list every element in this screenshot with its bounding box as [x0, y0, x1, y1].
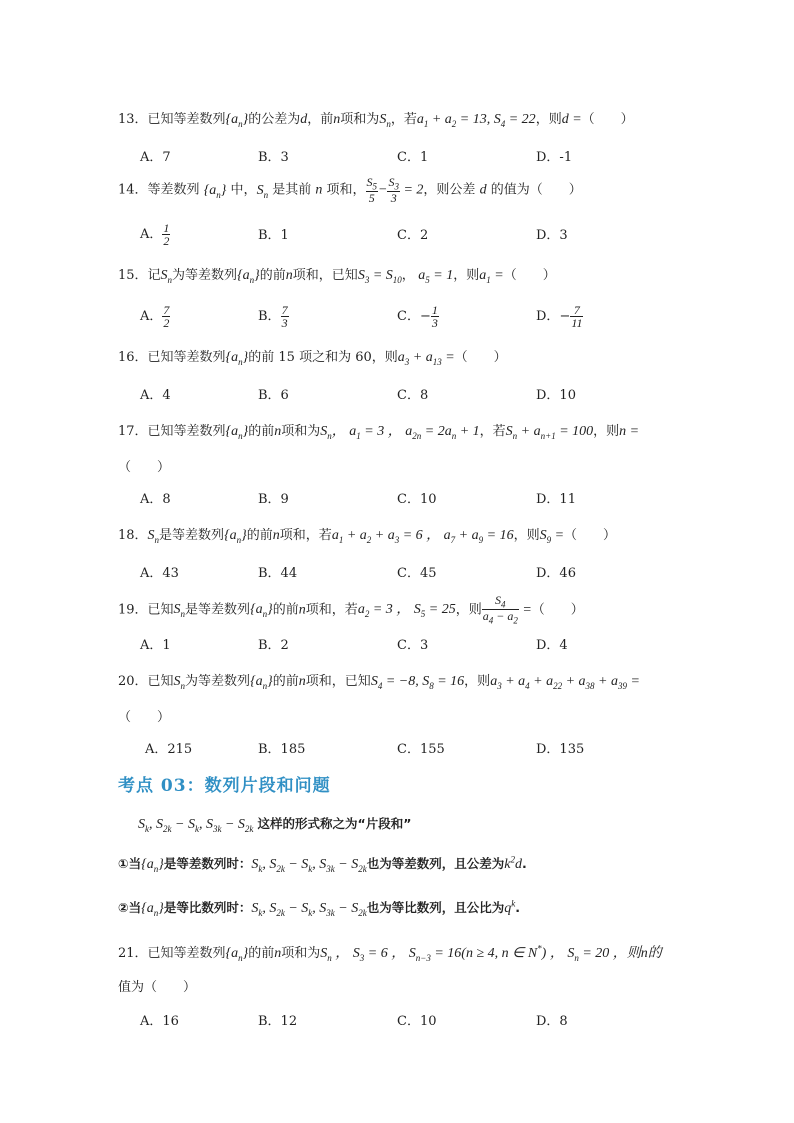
q18-text-4: 项和，若	[279, 528, 332, 543]
rule1-math: $S_k$, $S_{2k} - S_k$, $S_{3k} - S_{2k}$	[251, 857, 367, 874]
rule1-text-2: 是等差数列时：	[163, 856, 252, 871]
q14-a-num: 1	[163, 221, 170, 235]
q21-math-cond: $S_n$ ， $S_3 = 6$ ， $S_{n-3} = 16(n \ge 4$, n ∈ N*) ， $S_n = 20$ ，则n的	[320, 943, 662, 963]
q15-option-d	[536, 304, 583, 329]
q17-option-a: A．8	[140, 492, 171, 507]
q19-math-sn: $S_n$	[173, 602, 186, 620]
q15-option-a-label: A．	[140, 309, 163, 324]
q17-math-cond2: $S_n + a_{n+1} = 100$	[505, 424, 594, 441]
q17-math-ask: n =	[619, 424, 640, 439]
question-16-stem	[118, 346, 794, 367]
q16-math-ask: $a_3 + a_{13}$ =	[397, 350, 455, 367]
q21-option-a: A．16	[140, 1014, 179, 1029]
q15-math-n: n	[285, 268, 293, 283]
q20-paren-line	[118, 706, 794, 725]
q15-a-frac	[162, 304, 170, 329]
q18-option-a: A．43	[140, 566, 179, 581]
q19-text-5: ，则	[455, 602, 482, 618]
q15-d-num: 7	[570, 304, 583, 317]
q14-eq: = 2	[399, 182, 424, 198]
q21-text-3: 项和为	[281, 946, 321, 961]
q13-text-3: ，前	[307, 112, 334, 127]
q13-text-5: ，若	[390, 112, 417, 127]
q21-option-c: C．10	[397, 1014, 437, 1029]
question-18-stem	[118, 524, 794, 545]
q17-text-3: 项和为	[281, 424, 321, 439]
question-19-stem	[118, 594, 794, 626]
q13-option-a: A．7	[140, 150, 171, 165]
q20-option-d: D．135	[536, 742, 585, 757]
rule2-math-q: $q^k$	[504, 898, 516, 916]
q17-text-1: 17．已知等差数列	[118, 424, 226, 439]
q20-option-a: A．215	[145, 742, 193, 757]
q13-text-6: ，则	[535, 112, 562, 127]
q15-math-ask: $a_1$ =	[479, 268, 504, 285]
q20-math-cond: $S_4 = -8$, $S_8 = 16$	[370, 674, 465, 691]
q15-text-4: 项和，已知	[292, 268, 358, 283]
rule2-text-3: 也为等比数列，且公比为	[366, 900, 505, 915]
q15-text-3: 的前	[259, 268, 286, 283]
q21-text-1: 21．已知等差数列	[118, 946, 226, 961]
q13-text-4: 项和为	[340, 112, 380, 127]
question-20-stem	[118, 670, 794, 691]
q15-option-c	[397, 304, 439, 329]
q15-text-2: 为等差数列	[172, 268, 238, 283]
q15-option-c-label: C．	[397, 309, 420, 324]
q21-line-2	[118, 976, 794, 995]
q18-text-3: 的前	[246, 528, 273, 543]
q16-math-seq: $\{a_n\}$	[225, 350, 249, 367]
q18-option-b: B．44	[258, 566, 298, 581]
q20-option-c: C．155	[397, 742, 445, 757]
q21-option-d: D．8	[536, 1014, 568, 1029]
rule1-math-d: $k^2d$	[504, 854, 522, 872]
q15-paren: （ ）	[503, 268, 556, 283]
q14-math-sn: $S_n$	[256, 182, 269, 200]
q21-text-4: 值为（ ）	[118, 980, 197, 995]
q14-frac-s5: $\frac{S_5}{5}$	[366, 175, 378, 206]
rule2-text-1: ②当	[118, 900, 142, 915]
q21-option-b: B．12	[258, 1014, 298, 1029]
q19-text-4: 项和，若	[305, 602, 358, 618]
q19-text-1: 19．已知	[118, 602, 174, 618]
q20-math-sn: $S_n$	[173, 674, 186, 691]
q15-c-den: 3	[431, 316, 438, 330]
q15-option-b-label: B．	[258, 309, 281, 324]
q17-option-b: B．9	[258, 492, 289, 507]
q14-option-c: C．2	[397, 228, 429, 243]
q16-option-d: D．10	[536, 388, 576, 403]
q20-math-n: n	[298, 674, 306, 689]
q17-text-5: ，则	[593, 424, 620, 439]
q16-option-c: C．8	[397, 388, 429, 403]
q20-text-1: 20．已知	[118, 674, 174, 689]
rule1-text-1: ①当	[118, 856, 142, 871]
q14-text-6: 的值为（ ）	[490, 182, 582, 198]
q13-text-2: 的公差为	[248, 112, 301, 127]
q18-paren: （ ）	[564, 528, 617, 543]
q19-text-3: 的前	[272, 602, 299, 618]
rule2-period: .	[515, 900, 520, 915]
q16-option-b: B．6	[258, 388, 289, 403]
q14-text-3: 是其前	[272, 182, 312, 198]
q13-math-d: d	[300, 112, 308, 127]
q14-math-d: d	[479, 182, 487, 198]
q18-math-cond: $a_1 + a_2 + a_3 = 6$ ， $a_7 + a_9 = 16$	[331, 528, 514, 545]
q15-option-d-label: D．	[536, 309, 560, 324]
q15-text-5: ，	[401, 268, 415, 283]
q14-option-a-frac	[162, 222, 170, 247]
rule2-math-seq: $\{a_n\}$	[141, 901, 164, 918]
question-17-stem	[118, 420, 794, 441]
q20-text-4: 项和，已知	[305, 674, 371, 689]
q18-text-1: 18．	[118, 528, 148, 543]
q14-text-1: 14．等差数列	[118, 182, 200, 198]
q15-c-sign: −	[419, 309, 431, 324]
q15-a-num: 7	[163, 303, 170, 317]
q15-b-frac	[281, 304, 289, 329]
q20-paren: （ ）	[118, 710, 171, 725]
q18-math-ask: $S_9$ =	[539, 528, 565, 545]
q17-option-d: D．11	[536, 492, 576, 507]
intro-text: 这样的形式称之为“片段和”	[257, 816, 412, 831]
q15-option-a	[140, 304, 170, 329]
q20-text-3: 的前	[272, 674, 299, 689]
q15-d-sign: −	[559, 309, 571, 324]
q14-minus: −	[378, 182, 388, 198]
q20-math-seq: $\{a_n\}$	[250, 674, 273, 691]
q18-option-c: C．45	[397, 566, 437, 581]
q15-option-b	[258, 304, 289, 329]
q21-text-2: 的前	[248, 946, 275, 961]
section-title: 考点 03：数列片段和问题	[118, 776, 331, 796]
q14-option-a	[140, 222, 170, 247]
q18-text-5: ，则	[513, 528, 540, 543]
q15-c-num: 1	[431, 303, 438, 317]
q17-math-cond: ， $a_1 = 3$ ， $a_{2n} = 2a_n + 1$	[331, 424, 480, 441]
q16-text-2: 的前 15 项之和为 60，则	[248, 350, 398, 365]
q13-paren: （ ）	[581, 112, 634, 127]
q20-math-ask: $a_3 + a_4 + a_{22} + a_{38} + a_{39}$ =	[490, 674, 640, 691]
q19-option-c: C．3	[397, 638, 429, 653]
section-rule-1	[118, 854, 794, 874]
q15-text-6: ，则	[453, 268, 480, 283]
intro-math: $S_k$, $S_{2k} - S_k$, $S_{3k} - S_{2k}$	[138, 817, 254, 834]
rule1-period: .	[521, 856, 527, 871]
q19-frac: $\frac{S_4}{a_4 - a_2}$	[482, 593, 518, 626]
q19-math-n: n	[298, 602, 306, 618]
q18-math-sn: $S_n$	[147, 528, 160, 545]
question-14-stem	[118, 176, 794, 204]
q18-text-2: 是等差数列	[159, 528, 225, 543]
q19-option-d: D．4	[536, 638, 568, 653]
q17-paren-line	[118, 456, 794, 475]
q13-text-1: 13．已知等差数列	[118, 112, 226, 127]
q15-c-frac	[431, 304, 439, 329]
q19-paren: （ ）	[531, 602, 584, 618]
q14-option-b: B．1	[258, 228, 289, 243]
q19-math-seq: $\{a_n\}$	[250, 602, 273, 620]
q18-math-seq: $\{a_n\}$	[224, 528, 247, 545]
question-13-stem	[118, 108, 794, 129]
q14-text-5: ，则公差	[423, 182, 476, 198]
q18-option-d: D．46	[536, 566, 576, 581]
rule1-math-seq: $\{a_n\}$	[141, 857, 164, 874]
q15-b-num: 7	[281, 303, 288, 317]
q21-math-n: n	[274, 946, 282, 961]
q14-frac-s3: $\frac{S_3}{3}$	[388, 175, 399, 206]
q19-option-b: B．2	[258, 638, 289, 653]
q13-math-seq: $\{a_n\}$	[225, 112, 249, 129]
q13-math-sn: $S_n$	[379, 112, 391, 129]
q14-text-2: 中，	[230, 182, 257, 198]
q15-a-den: 2	[163, 316, 170, 330]
q19-text-2: 是等差数列	[185, 602, 251, 618]
q13-math-n: n	[333, 112, 341, 127]
q20-text-2: 为等差数列	[185, 674, 251, 689]
q19-option-a: A．1	[140, 638, 171, 653]
q17-math-sn: $S_n$	[320, 424, 332, 441]
q16-text-1: 16．已知等差数列	[118, 350, 226, 365]
q15-math-sn: $S_n$	[160, 268, 173, 285]
q20-text-5: ，则	[464, 674, 491, 689]
q19-math-cond: $a_2 = 3$ ， $S_5 = 25$	[357, 602, 456, 620]
q14-option-a-label: A．	[140, 227, 163, 242]
q15-math-seq: $\{a_n\}$	[237, 268, 260, 285]
section-intro	[138, 814, 794, 834]
q15-math-cond1: $S_3 = S_{10}$	[357, 268, 402, 285]
q17-text-4: ，若	[479, 424, 506, 439]
q13-option-d: D．-1	[536, 150, 573, 165]
q17-paren: （ ）	[118, 460, 171, 475]
q16-option-a: A．4	[140, 388, 171, 403]
rule2-text-2: 是等比数列时：	[163, 900, 252, 915]
q13-option-b: B．3	[258, 150, 289, 165]
q15-d-frac	[570, 304, 583, 329]
q20-option-b: B．185	[258, 742, 306, 757]
question-21-stem	[118, 942, 794, 963]
q14-option-d: D．3	[536, 228, 568, 243]
q13-option-c: C．1	[397, 150, 429, 165]
q16-paren: （ ）	[454, 350, 507, 365]
q21-math-seq: $\{a_n\}$	[225, 946, 249, 963]
q17-option-c: C．10	[397, 492, 437, 507]
q13-math-ask: d =	[561, 112, 582, 127]
rule1-text-3: 也为等差数列，且公差为	[366, 856, 505, 871]
section-rule-2	[118, 898, 794, 918]
q15-d-den: 11	[571, 316, 583, 330]
q14-a-den: 2	[163, 234, 170, 248]
rule2-math: $S_k$, $S_{2k} - S_k$, $S_{3k} - S_{2k}$	[251, 901, 367, 918]
q19-eq: =	[518, 602, 532, 618]
question-15-stem	[118, 264, 794, 285]
q15-text-1: 15．记	[118, 268, 161, 283]
q15-b-den: 3	[281, 316, 288, 330]
q14-math-seq: $\{a_n\}$	[203, 182, 227, 200]
q15-math-cond2: $a_5 = 1$	[414, 268, 454, 285]
q17-math-seq: $\{a_n\}$	[225, 424, 249, 441]
q13-math-cond: $a_1 + a_2 = 13$, $S_4 = 22$	[416, 112, 536, 129]
q14-math-n: n	[315, 182, 323, 198]
q17-math-n: n	[274, 424, 282, 439]
q18-math-n: n	[272, 528, 280, 543]
q14-text-4: 项和，	[326, 182, 366, 198]
q17-text-2: 的前	[248, 424, 275, 439]
